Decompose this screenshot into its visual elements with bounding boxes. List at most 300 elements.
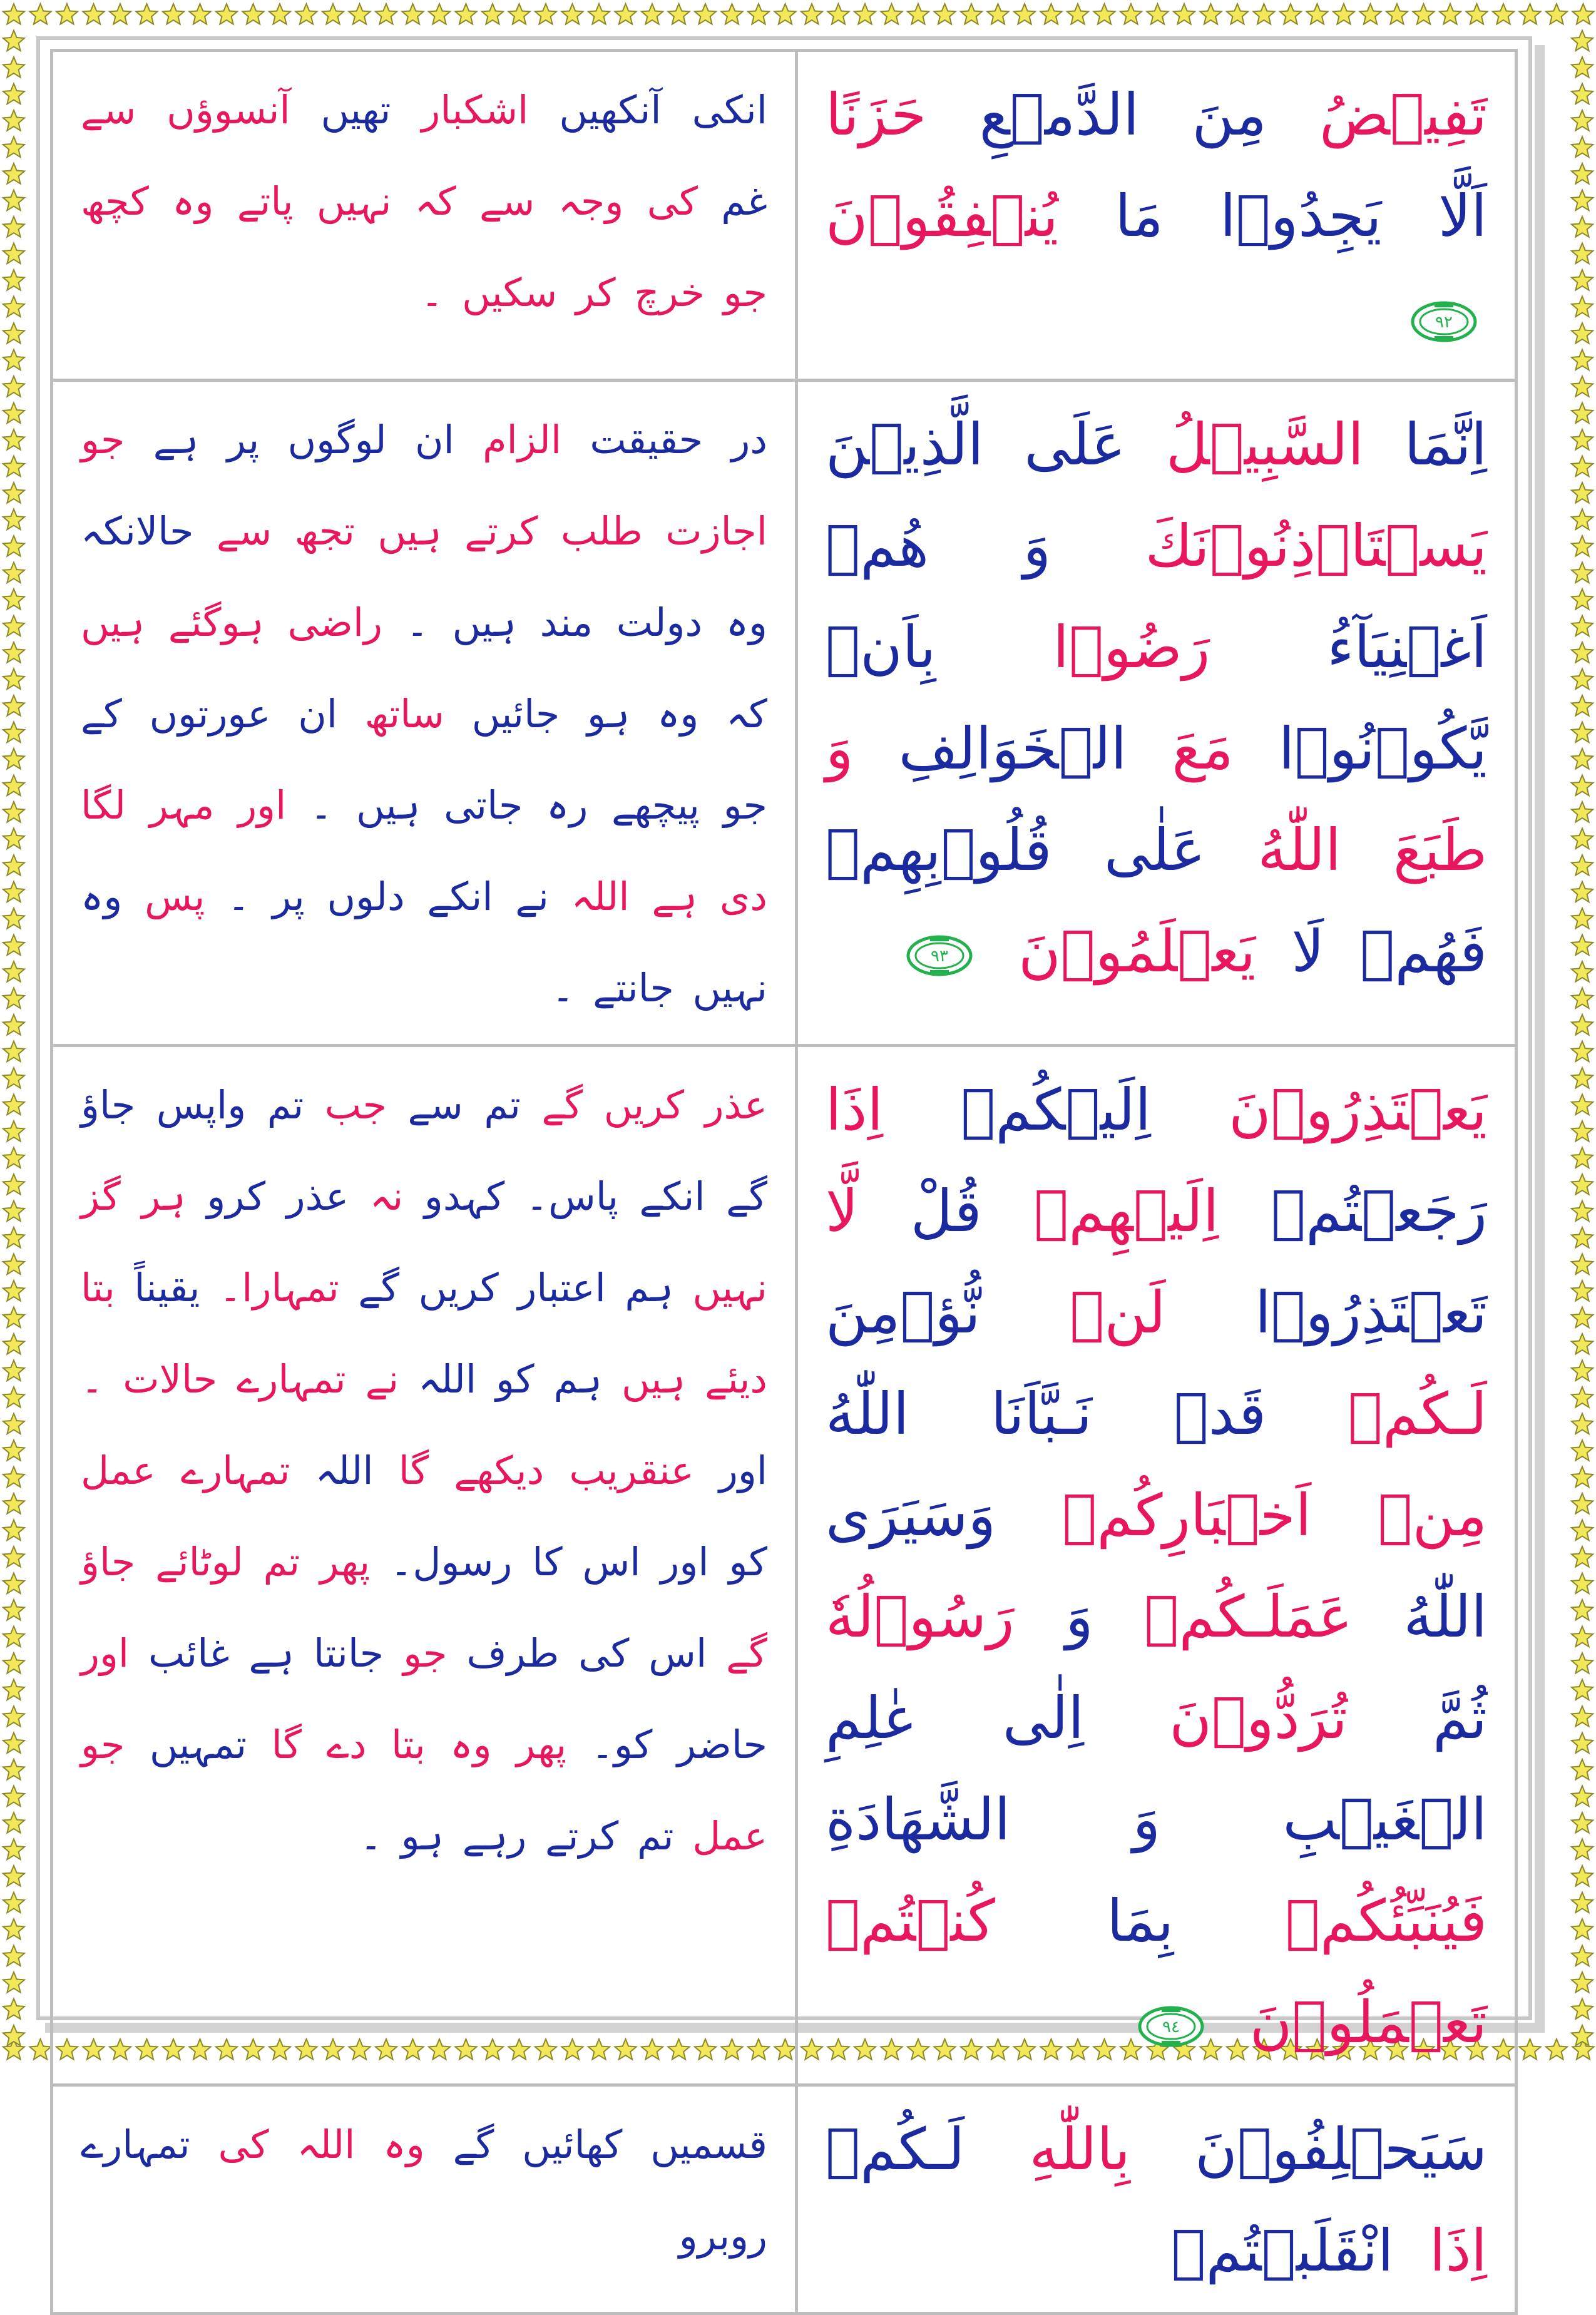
star-icon [3,669,24,690]
star-icon [1280,4,1301,24]
urdu-translation-cell [52,51,797,381]
star-icon [3,270,24,290]
star-icon [1572,1919,1593,1939]
star-icon [1572,1041,1593,1062]
star-icon [3,509,24,530]
star-icon [3,1893,24,1913]
star-icon [1572,1254,1593,1275]
urdu-segment: نے [345,1356,399,1402]
star-icon [3,429,24,450]
arabic-segment: مِنَ الدَّمۡعِ [926,81,1267,148]
urdu-segment: تمہارے روبرو [81,2122,767,2259]
star-icon [3,163,24,184]
urdu-segment: وہ دولت مند ہیں ۔ [382,600,767,645]
star-icon [1572,403,1593,424]
arabic-segment: اللّٰهُ [1353,1583,1488,1650]
star-icon [402,4,423,24]
star-icon [3,1839,24,1860]
star-icon [1572,4,1593,24]
star-icon [1333,4,1354,24]
star-icon [1572,110,1593,131]
arabic-segment: عَمَلَـكُمۡ [1093,1583,1353,1650]
urdu-segment: کی وجہ سے کہ نہیں پاتے وہ کچھ جو خرچ کر سکیں ۔ [81,178,767,315]
urdu-segment: حاضر کو۔ [566,1722,767,1767]
star-icon [1572,642,1593,663]
star-icon [3,695,24,716]
arabic-segment: بِاللّٰهِ [964,2116,1130,2183]
arabic-segment: اِذَا [1393,2217,1487,2284]
star-icon [3,961,24,982]
star-icon [3,1414,24,1434]
arabic-verse-cell [797,2085,1517,2314]
star-icon [3,1467,24,1488]
star-icon [3,323,24,344]
star-icon [1572,509,1593,530]
star-icon [1572,1893,1593,1913]
star-icon [908,4,929,24]
star-icon [3,829,24,849]
urdu-segment: ان عورتوں کے جو پیچھے رہ جاتی ہیں ۔ [81,691,767,828]
urdu-segment: وہ [355,2122,425,2167]
star-icon [1572,1227,1593,1248]
star-icon [3,1866,24,1886]
urdu-segment: عمل [81,1448,156,1493]
urdu-segment: غم [697,178,767,224]
star-icon [1572,1493,1593,1514]
star-icon [1253,4,1274,24]
arabic-segment: حَزَنًا [826,81,927,148]
star-icon [3,1759,24,1780]
star-icon [1466,4,1487,24]
urdu-segment: انکی آنکھیں [528,87,767,133]
urdu-segment: ان لوگوں پر ہے [125,417,454,462]
urdu-segment: تجھ سے [193,508,356,554]
arabic-segment: لَّا [826,1178,859,1245]
star-icon [3,1095,24,1115]
star-icon [3,855,24,876]
arabic-segment: لَـكُمۡ [1266,1381,1487,1448]
arabic-segment: وَسَيَرَى [826,1482,996,1549]
star-icon [1572,1733,1593,1754]
urdu-segment: ہم اعتبار کریں گے [339,1265,673,1311]
star-icon [1067,4,1088,24]
star-icon [3,137,24,158]
star-icon [854,4,876,24]
star-icon [3,1361,24,1381]
star-icon [242,4,263,24]
star-icon [3,882,24,902]
star-icon [1519,4,1540,24]
urdu-segment: پھر تم لوٹائے جاؤ گے [81,1539,767,1676]
arabic-segment: اَغۡنِيَآءُ [1210,614,1487,681]
urdu-segment: اللہ [290,1448,374,1493]
arabic-segment: قَدۡ نَـبَّاَنَا [909,1381,1267,1448]
star-icon [3,1786,24,1807]
arabic-segment: لَـكُمۡ [826,2116,965,2183]
star-icon [695,4,716,24]
urdu-segment: تمہارے حالات ۔ [81,1356,346,1402]
star-icon [189,4,210,24]
star-icon [1572,31,1593,51]
star-icon [3,1068,24,1088]
arabic-segment: رَضُوۡا [936,614,1210,681]
star-icon [1040,4,1061,24]
star-icon [3,217,24,237]
verse-row [52,381,1517,1046]
arabic-segment: مَعَ [1127,715,1234,782]
arabic-segment: اللّٰهُ [826,1381,909,1448]
star-icon [1572,1866,1593,1886]
star-icon [1572,1946,1593,1966]
star-icon [1440,4,1461,24]
urdu-segment: عنقریب دیکھے گا [373,1448,694,1493]
star-icon [29,4,51,24]
verse-table [50,49,1518,2315]
star-icon [455,4,476,24]
star-icon [1014,4,1035,24]
star-icon [3,935,24,956]
star-icon [3,563,24,583]
star-icon [1572,323,1593,344]
page-shadow-right [1535,45,1545,2025]
star-icon [3,536,24,556]
star-icon [3,1706,24,1727]
star-icon [3,1440,24,1461]
star-icon [1572,1812,1593,1833]
star-icon [3,1493,24,1514]
star-icon [3,616,24,636]
ayah-number: ٩٤ [1162,2017,1180,2036]
star-icon [1572,1706,1593,1727]
star-icon [136,4,157,24]
star-icon [1572,802,1593,822]
urdu-segment: در حقیقت [561,417,767,462]
urdu-segment: کی [190,2122,269,2167]
arabic-segment: وَ [1014,1583,1093,1650]
star-icon [1572,829,1593,849]
star-icon [1572,1440,1593,1461]
star-icon [429,4,450,24]
verse-row [52,2085,1517,2314]
star-icon [1572,1600,1593,1620]
arabic-segment: بِاَنۡ يَّكُوۡنُوۡا [826,614,1487,782]
star-icon [295,4,317,24]
star-icon [3,722,24,743]
star-icon [3,589,24,610]
star-icon [1572,1414,1593,1434]
star-icon [1572,1174,1593,1195]
urdu-segment: نے انکے دلوں پر ۔ [205,874,549,919]
arabic-segment: تَفِيۡضُ [1266,81,1488,148]
star-icon [3,1041,24,1062]
urdu-segment: وہ نہیں جانتے ۔ [81,874,767,1011]
star-icon [615,4,636,24]
star-icon [3,1307,24,1328]
star-icon [1572,988,1593,1009]
star-icon [1572,1121,1593,1142]
urdu-segment: کو اور اس کا رسول۔ [370,1539,767,1585]
star-icon [3,1201,24,1222]
star-icon [1572,616,1593,636]
star-icon [3,775,24,796]
star-icon [3,1812,24,1833]
star-icon [1572,1839,1593,1860]
star-icon [721,4,742,24]
arabic-segment: اِذَا [826,1076,884,1143]
star-icon [3,1627,24,1647]
star-icon [987,4,1008,24]
arabic-verse-cell [797,1046,1517,2085]
star-icon [1227,4,1248,24]
arabic-segment: اِلَيۡهِمۡ [981,1178,1219,1245]
arabic-segment: رَجَعۡتُمۡ [1219,1178,1487,1245]
star-icon [3,1014,24,1035]
ayah-end-marker-icon [1409,300,1478,344]
star-icon [1572,456,1593,477]
urdu-segment: یقیناً [115,1265,200,1311]
arabic-segment: سَيَحۡلِفُوۡنَ [1130,2116,1487,2183]
star-icon [1572,429,1593,450]
star-icon [3,190,24,211]
star-icon [3,1733,24,1754]
urdu-segment: اشکبار [391,87,529,133]
star-icon [482,4,503,24]
ayah-end-marker-icon [1137,2005,1205,2048]
star-icon [535,4,556,24]
star-icon [3,1227,24,1248]
arabic-verse-cell [797,51,1517,381]
urdu-segment: اللہ [548,874,630,919]
star-icon [1572,1068,1593,1088]
star-icon [508,4,529,24]
star-icon [3,350,24,371]
star-icon [1147,4,1168,24]
urdu-segment: کہدو [403,1173,505,1219]
star-icon [1572,669,1593,690]
arabic-segment: الۡخَوَالِفِ [853,715,1127,782]
arabic-segment: اِلَيۡكُمۡ [883,1076,1152,1143]
urdu-segment: نہ [349,1173,404,1219]
urdu-segment: تم سے [386,1082,521,1128]
star-icon [3,403,24,424]
star-icon [322,4,344,24]
star-icon [269,4,290,24]
urdu-segment: تھیں [290,87,391,133]
star-icon [3,1573,24,1594]
star-icon [1413,4,1434,24]
star-icon [3,31,24,51]
star-icon [1572,376,1593,397]
star-icon [3,110,24,131]
star-icon [748,4,769,24]
arabic-segment: يُنۡفِقُوۡنَ [826,183,1058,250]
star-icon [1572,1786,1593,1807]
star-icon [1120,4,1142,24]
star-icon [1200,4,1221,24]
star-icon [1546,4,1567,24]
star-icon [1546,2039,1567,2060]
star-icon [3,1919,24,1939]
star-icon [774,4,795,24]
star-icon [1572,1573,1593,1594]
ayah-end-marker-icon [905,934,974,978]
star-icon [3,57,24,78]
arabic-segment: فَيُنَبِّئُكُمۡ [1174,1888,1487,1955]
urdu-segment: کہ وہ ہو جائیں [444,691,767,737]
star-icon [1572,1972,1593,1993]
urdu-translation-cell [52,2085,797,2314]
star-icon [1572,855,1593,876]
star-icon [3,1600,24,1620]
arabic-segment: يَعۡتَذِرُوۡنَ [1151,1076,1487,1143]
star-icon [3,1387,24,1408]
star-icon [3,642,24,663]
urdu-translation-cell [52,1046,797,2085]
arabic-segment: انْقَلَبۡتُمۡ [1171,2217,1394,2284]
star-icon [881,4,902,24]
star-icon [1572,722,1593,743]
star-icon [1572,1759,1593,1780]
arabic-segment: تُرَدُّوۡنَ [1084,1685,1348,1752]
arabic-segment: وَ طَبَعَ [826,715,1488,884]
star-icon [349,4,370,24]
star-icon [1572,270,1593,290]
star-icon [3,243,24,264]
star-icon [1174,4,1195,24]
urdu-segment: تمہیں [125,1722,247,1767]
star-icon [1572,536,1593,556]
arabic-segment: اِلٰى عٰلِمِ الۡغَيۡبِ وَ الشَّهَادَةِ [826,1685,1487,1853]
urdu-segment: اور [693,1448,767,1493]
star-icon [934,4,955,24]
urdu-segment: تمہارے [155,1448,290,1493]
star-icon [1572,1520,1593,1541]
urdu-segment: جو اجازت طلب کرتے ہیں [81,417,767,554]
star-icon [83,4,104,24]
star-icon [29,2039,51,2060]
star-icon [3,749,24,769]
star-icon [1572,190,1593,211]
arabic-segment: كُنۡتُمۡ تَعۡمَلُوۡنَ [826,1888,1487,2056]
star-icon [1572,775,1593,796]
urdu-segment: اس کی طرف [447,1630,707,1676]
star-icon [668,4,689,24]
star-icon [3,4,24,24]
urdu-segment: پس [122,874,205,919]
star-icon [1572,350,1593,371]
star-icon [56,4,78,24]
arabic-segment: لَنۡ [980,1279,1166,1346]
urdu-segment: ہر گز نہیں [81,1173,768,1311]
star-icon [1572,84,1593,105]
urdu-segment: الزام [454,417,562,462]
arabic-segment: اِنَّمَا [1364,411,1487,478]
star-icon [1572,961,1593,982]
star-icon [1572,1467,1593,1488]
star-icon [1572,1680,1593,1700]
star-icon [1572,483,1593,503]
star-icon [3,297,24,317]
star-icon [3,1999,24,2020]
urdu-segment: ہم کو [476,1356,603,1402]
star-icon [3,908,24,929]
star-icon [3,1148,24,1168]
urdu-segment: جانتا ہے غائب [129,1630,384,1676]
urdu-segment: پھر وہ بتا دے گا [247,1722,567,1767]
star-icon [3,456,24,477]
urdu-segment: اور [81,1630,130,1676]
star-icon [1572,882,1593,902]
urdu-segment: اللہ [399,1356,477,1402]
star-icon [1493,4,1514,24]
star-icon [561,4,583,24]
urdu-segment: حالانکہ [81,508,194,554]
star-icon [1572,695,1593,716]
star-icon [3,1680,24,1700]
star-icon [1572,57,1593,78]
urdu-segment: تم کرتے رہے ہو ۔ [359,1813,674,1859]
star-icon [3,84,24,105]
arabic-segment: رَسُوۡلُهٗ [826,1583,1015,1650]
arabic-segment: تَعۡتَذِرُوۡا [1165,1279,1487,1346]
arabic-segment: يَسۡتَاۡذِنُوۡنَكَ [1051,513,1487,580]
star-icon [1572,1999,1593,2020]
ayah-number: ٩٣ [930,946,948,966]
star-icon [1572,1307,1593,1328]
star-icon [1572,1361,1593,1381]
star-icon [1572,1387,1593,1408]
star-icon [1572,1095,1593,1115]
urdu-segment: آنسوؤں سے [81,87,290,133]
arabic-verse-cell [797,381,1517,1046]
star-icon [1572,1546,1593,1567]
star-icon [1572,1653,1593,1674]
star-icon [1572,243,1593,264]
urdu-segment: اللہ [269,2122,356,2167]
star-icon [1572,935,1593,956]
star-icon [1572,1014,1593,1035]
star-icon [3,1946,24,1966]
urdu-segment: تمہارا۔ [200,1265,339,1311]
star-icon [801,4,822,24]
star-icon [3,1254,24,1275]
urdu-segment: اور مہر لگا دی ہے [81,782,767,919]
star-icon [216,4,237,24]
arabic-segment: وَ هُمۡ [826,513,1051,580]
star-icon [110,4,131,24]
urdu-segment: بتا دیئے ہیں [81,1265,768,1402]
star-icon [3,376,24,397]
star-icon [3,483,24,503]
star-icon [1572,297,1593,317]
ayah-number: ٩٢ [1435,312,1453,332]
star-icon [376,4,397,24]
arabic-segment: بِمَا [995,1888,1174,1955]
urdu-segment: تم واپس جاؤ گے انکے پاس۔ [81,1082,767,1219]
star-icon [1572,1148,1593,1168]
star-icon [1572,563,1593,583]
star-icon [1093,4,1115,24]
star-icon [1572,1280,1593,1301]
star-icon [3,988,24,1009]
star-icon [1572,1334,1593,1354]
star-icon [3,1520,24,1541]
star-icon [3,802,24,822]
arabic-segment: السَّبِيۡلُ [1125,411,1364,478]
star-icon [642,4,663,24]
star-icon [1572,163,1593,184]
urdu-segment: جب [304,1082,387,1128]
